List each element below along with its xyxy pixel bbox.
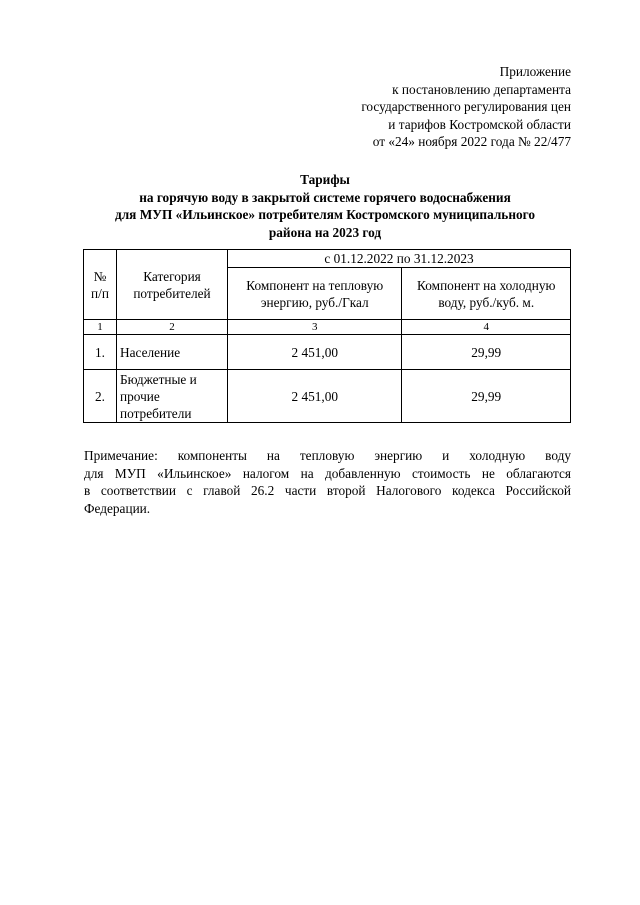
appendix-line: государственного регулирования цен <box>361 99 571 114</box>
row-cold-value: 29,99 <box>402 370 571 423</box>
note-line: в соответствии с главой 26.2 части второй Налогового кодекса Российской <box>84 483 571 498</box>
row-heat-value: 2 451,00 <box>228 335 402 370</box>
row-heat-value: 2 451,00 <box>228 370 402 423</box>
row-category: Бюджетные и прочие потребители <box>117 370 228 423</box>
appendix-line: к постановлению департамента <box>392 81 571 97</box>
appendix-line: Приложение <box>499 64 571 79</box>
index-cell: 4 <box>402 320 571 335</box>
row-category: Население <box>117 335 228 370</box>
title-line: района на 2023 год <box>268 224 382 240</box>
index-cell: 2 <box>117 320 228 335</box>
header-heat-component: Компонент на тепловую энергию, руб./Гкал <box>228 268 402 320</box>
header-period: с 01.12.2022 по 31.12.2023 <box>228 250 571 268</box>
header-cold-component: Компонент на холодную воду, руб./куб. м. <box>402 268 571 320</box>
note-line: для МУП «Ильинское» налогом на добавленную стоимость не облагаются <box>84 465 571 481</box>
appendix-line: от «24» ноября 2022 года № 22/477 <box>372 134 571 149</box>
row-cold-value: 29,99 <box>402 335 571 370</box>
header-category: Категория потребителей <box>117 250 228 320</box>
table-row <box>84 370 571 423</box>
table-row <box>84 335 571 370</box>
index-cell: 3 <box>228 320 402 335</box>
header-number: № п/п <box>84 250 117 320</box>
footnote <box>84 447 571 517</box>
title-line: на горячую воду в закрытой системе горячего водоснабжения <box>139 189 511 205</box>
note-line: Примечание: компоненты на тепловую энергию и холодную воду <box>84 448 571 463</box>
title-line: Тарифы <box>300 172 350 187</box>
row-number: 2. <box>84 370 117 423</box>
appendix-line: и тарифов Костромской области <box>388 116 571 132</box>
index-cell: 1 <box>84 320 117 335</box>
document-title <box>80 171 570 241</box>
tariff-table <box>83 249 571 423</box>
note-line: Федерации. <box>84 500 151 516</box>
row-number: 1. <box>84 335 117 370</box>
appendix-header <box>361 63 571 151</box>
title-line: для МУП «Ильинское» потребителям Костромского муниципального <box>114 207 536 222</box>
